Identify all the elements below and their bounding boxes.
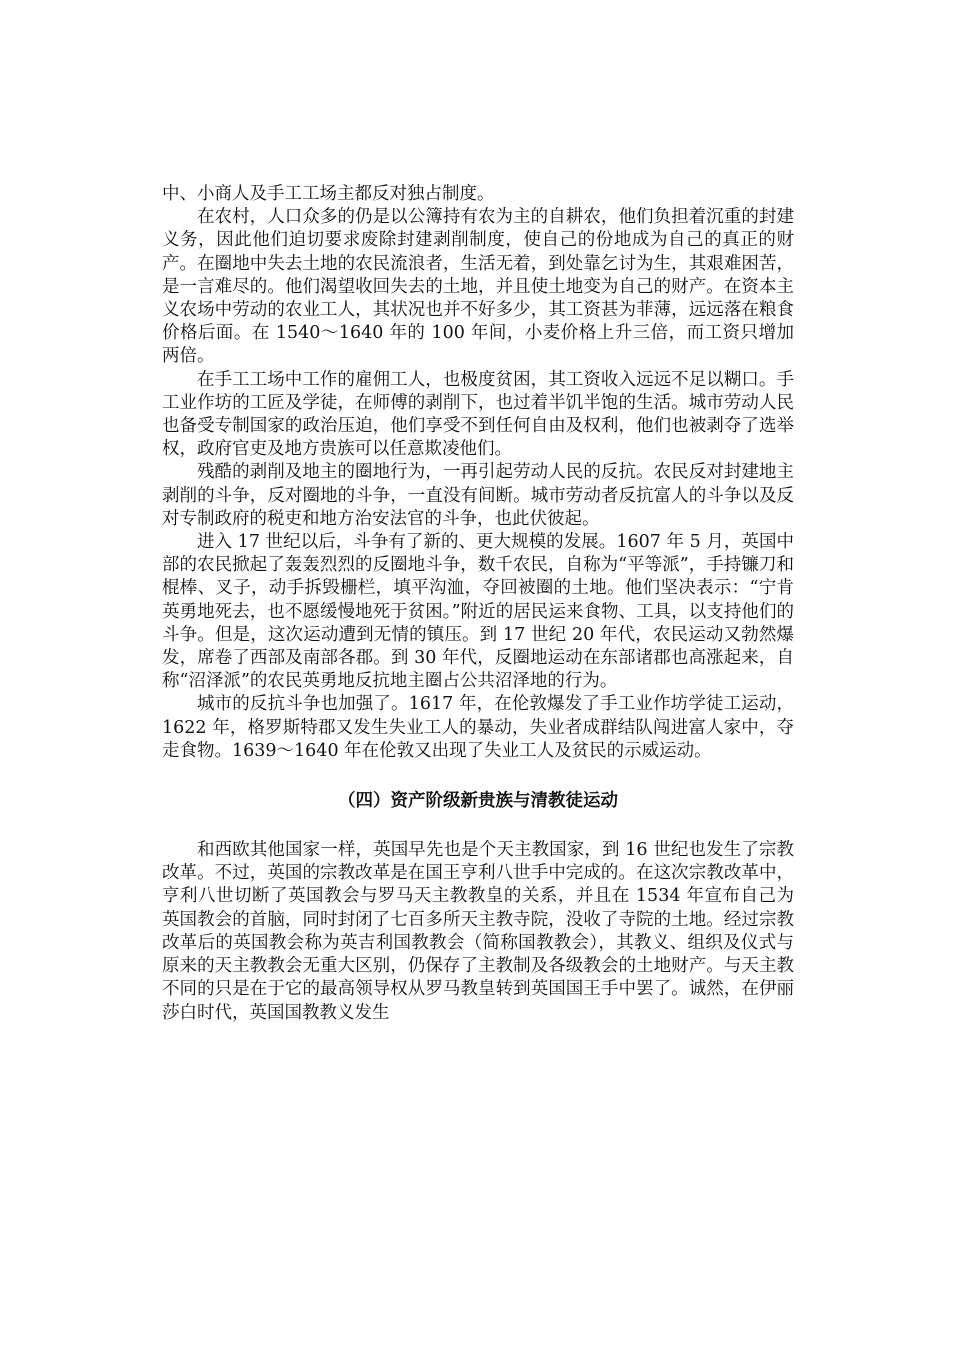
paragraph: 残酷的剥削及地主的圈地行为，一再引起劳动人民的反抗。农民反对封建地主剥削的斗争，反对圈地的斗争，一直没有间断。城市劳动者反抗富人的斗争以及反对专制政府的税吏和地方治安法官的斗争，也此伏彼起。 — [162, 462, 794, 529]
paragraph: 进入 17 世纪以后，斗争有了新的、更大规模的发展。1607 年 5 月，英国中部的农民掀起了轰轰烈烈的反圈地斗争，数千农民，自称为“平等派”，手持镰刀和棍棒、叉子，动手拆毁栅栏，填平沟洫，夺回被圈的土地。他们坚决表示：“宁肯英勇地死去，也不愿缓慢地死于贫困。”附近的居民运来食物、工具，以支持他们的斗争。但是，这次运动遭到无情的镇压。到 17 世纪 20 年代，农民运动又勃然爆发，席卷了西部及南部各郡。到 30 年代，反圈地运动在东部诸郡也高涨起来，自称“沼泽派”的农民英勇地反抗地主圈占公共沼泽地的行为。 — [162, 532, 794, 692]
section-heading: （四）资产阶级新贵族与清教徒运动 — [338, 791, 618, 812]
paragraph: 和西欧其他国家一样，英国早先也是个天主教国家，到 16 世纪也发生了宗教改革。不过，英国的宗教改革是在国王亨利八世手中完成的。在这次宗教改革中，亨利八世切断了英国教会与罗马天主教教皇的关系，并且在 1534 年宣布自己为英国教会的首脑，同时封闭了七百多所天主教寺院，没收了寺院的土地。经过宗教改革后的英国教会称为英吉利国教教会（简称国教教会），其教义、组织及仪式与原来的天主教教会无重大区别，仍保存了主教制及各级教会的土地财产。与天主教不同的只是在于它的最高领导权从罗马教皇转到英国国王手中罢了。诚然，在伊丽莎白时代，英国国教教义发生 — [162, 840, 794, 1023]
paragraph: 中、小商人及手工工场主都反对独占制度。 — [162, 184, 495, 204]
document-page — [162, 183, 794, 1025]
paragraph: 在农村，人口众多的仍是以公簿持有农为主的自耕农，他们负担着沉重的封建义务，因此他们迫切要求废除封建剥削制度，使自己的份地成为自己的真正的财产。在圈地中失去土地的农民流浪者，生活无着，到处靠乞讨为生，其艰难困苦，是一言难尽的。他们渴望收回失去的土地，并且使土地变为自己的财产。在资本主义农场中劳动的农业工人，其状况也并不好多少，其工资甚为菲薄，远远落在粮食价格后面。在 1540～1640 年的 100 年间，小麦价格上升三倍，而工资只增加两倍。 — [162, 207, 794, 367]
paragraph: 在手工工场中工作的雇佣工人，也极度贫困，其工资收入远远不足以糊口。手工业作坊的工匠及学徒，在师傅的剥削下，也过着半饥半饱的生活。城市劳动人民也备受专制国家的政治压迫，他们享受不到任何自由及权利，他们也被剥夺了选举权，政府官吏及地方贵族可以任意欺凌他们。 — [162, 369, 794, 460]
paragraph: 城市的反抗斗争也加强了。1617 年，在伦敦爆发了手工业作坊学徒工运动，1622 年，格罗斯特郡又发生失业工人的暴动，失业者成群结队闯进富人家中，夺走食物。1639～1640 年在伦敦又出现了失业工人及贫民的示威运动。 — [162, 694, 794, 761]
